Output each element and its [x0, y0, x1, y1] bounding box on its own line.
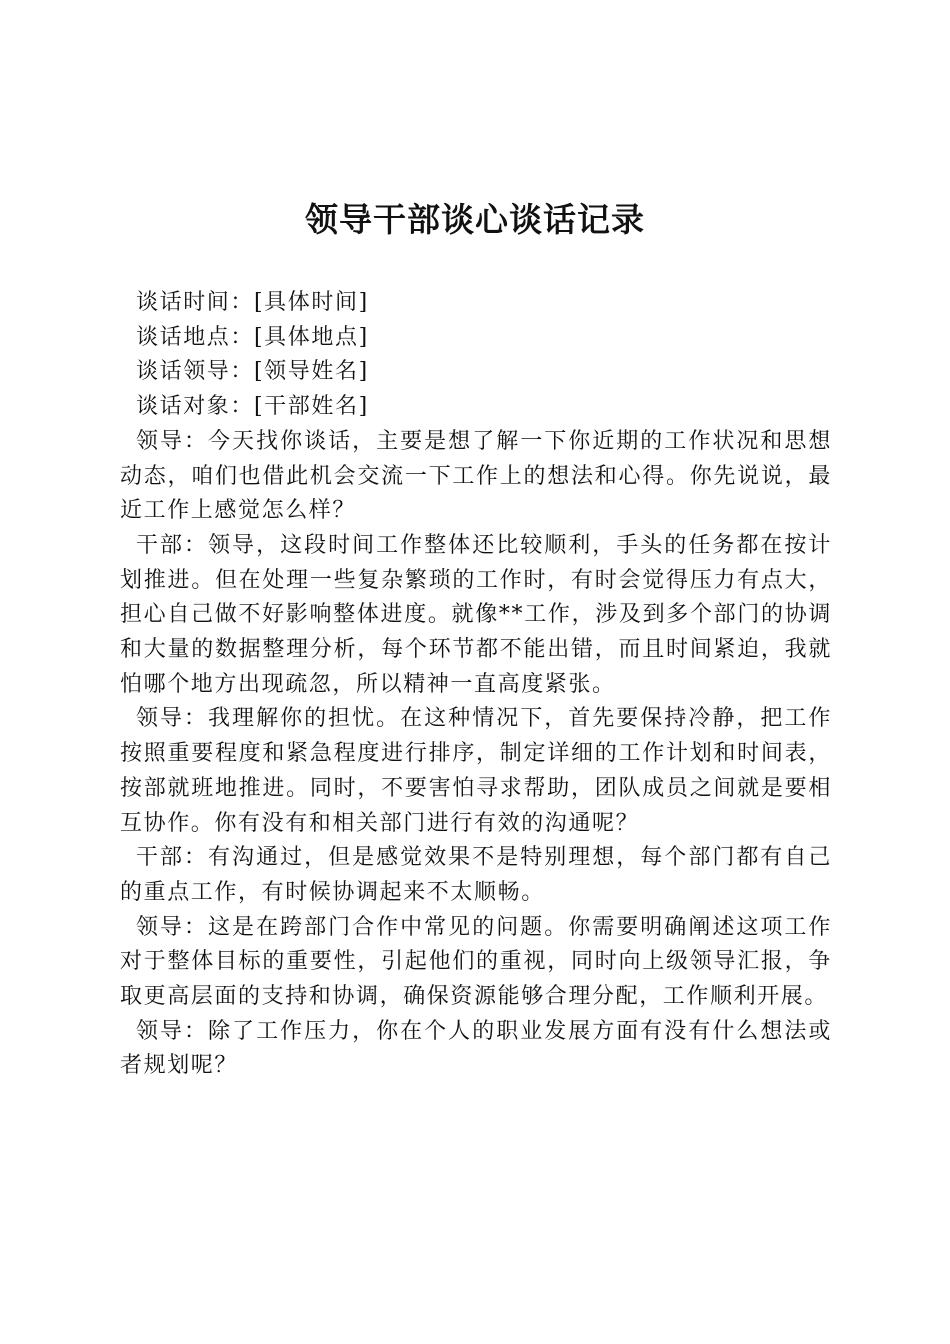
document-body — [120, 286, 832, 1084]
paragraph: 干部：领导，这段时间工作整体还比较顺利，手头的任务都在按计划推进。但在处理一些复杂繁琐的工作时，有时会觉得压力有点大，担心自己做不好影响整体进度。就像**工作，涉及到多个部门的协调和大量的数据整理分析，每个环节都不能出错，而且时间紧迫，我就怕哪个地方出现疏忽，所以精神一直高度紧张。 — [120, 532, 832, 697]
meta-leader: 谈话领导：[领导姓名] — [136, 359, 369, 385]
page-title: 领导干部谈心谈话记录 — [305, 200, 645, 239]
paragraph: 领导：我理解你的担忧。在这种情况下，首先要保持冷静，把工作按照重要程度和紧急程度进行排序，制定详细的工作计划和时间表，按部就班地推进。同时，不要害怕寻求帮助，团队成员之间就是要相互协作。你有没有和相关部门进行有效的沟通呢？ — [120, 706, 832, 836]
paragraph: 领导：除了工作压力，你在个人的职业发展方面有没有什么想法或者规划呢？ — [120, 1018, 832, 1079]
meta-location: 谈话地点：[具体地点] — [136, 324, 369, 350]
paragraph: 领导：这是在跨部门合作中常见的问题。你需要明确阐述这项工作对于整体目标的重要性，引起他们的重视，同时向上级领导汇报，争取更高层面的支持和协调，确保资源能够合理分配，工作顺利开展。 — [120, 914, 832, 1010]
paragraph: 领导：今天找你谈话，主要是想了解一下你近期的工作状况和思想动态，咱们也借此机会交流一下工作上的想法和心得。你先说说，最近工作上感觉怎么样？ — [120, 428, 832, 524]
meta-time: 谈话时间：[具体时间] — [136, 290, 369, 315]
paragraph: 干部：有沟通过，但是感觉效果不是特别理想，每个部门都有自己的重点工作，有时候协调起来不太顺畅。 — [120, 845, 832, 905]
meta-subject: 谈话对象：[干部姓名] — [136, 394, 369, 420]
